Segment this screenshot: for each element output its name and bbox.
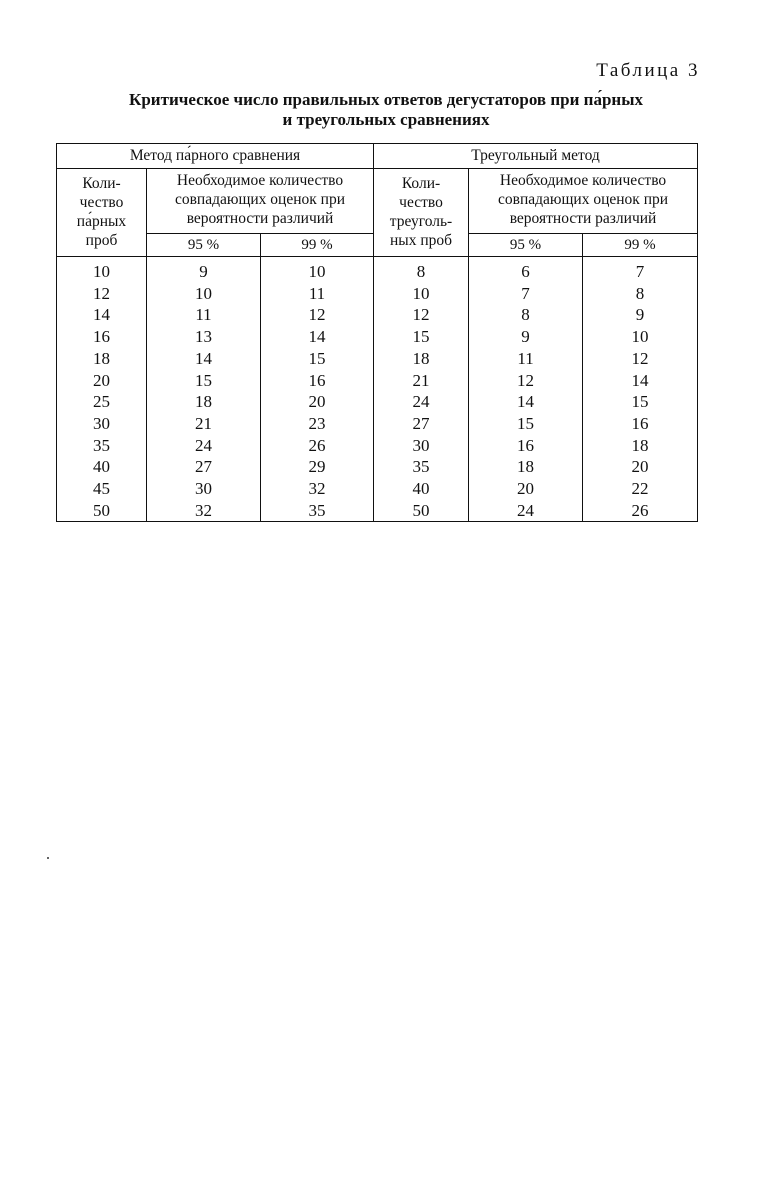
header-required-line: вероятности различий [509, 210, 657, 227]
cell-triangle-95: 11 [469, 348, 583, 370]
cell-triangle-99: 26 [583, 500, 698, 522]
table-row [57, 391, 698, 413]
cell-triangle-99: 14 [583, 370, 698, 392]
cell-triangle-count: 8 [374, 257, 469, 283]
header-triangle-count-line: треуголь- [389, 213, 453, 230]
scan-speck [47, 857, 49, 859]
header-triangle-count [374, 169, 469, 257]
cell-paired-95: 13 [147, 326, 261, 348]
cell-triangle-99: 8 [583, 283, 698, 305]
header-required-line: вероятности различий [186, 210, 334, 227]
table-row [57, 435, 698, 457]
cell-triangle-99: 22 [583, 478, 698, 500]
cell-triangle-95: 9 [469, 326, 583, 348]
header-paired-count-line: Коли- [82, 175, 121, 192]
cell-triangle-99: 18 [583, 435, 698, 457]
table-row [57, 456, 698, 478]
table-row [57, 413, 698, 435]
cell-paired-95: 21 [147, 413, 261, 435]
header-triangle-required [469, 169, 698, 234]
cell-triangle-count: 50 [374, 500, 469, 522]
cell-paired-95: 15 [147, 370, 261, 392]
cell-paired-99: 35 [261, 500, 374, 522]
cell-triangle-95: 20 [469, 478, 583, 500]
cell-paired-count: 40 [57, 456, 147, 478]
cell-triangle-count: 12 [374, 304, 469, 326]
cell-paired-count: 20 [57, 370, 147, 392]
cell-paired-95: 24 [147, 435, 261, 457]
cell-triangle-count: 21 [374, 370, 469, 392]
cell-triangle-95: 12 [469, 370, 583, 392]
table-title-line-2: и треугольных сравнениях [282, 110, 490, 129]
header-paired-95: 95 % [147, 234, 261, 257]
cell-paired-99: 29 [261, 456, 374, 478]
header-paired-count-line: чество [79, 194, 124, 211]
header-required-line: совпадающих оценок при [174, 191, 346, 208]
table-title-line-1: Критическое число правильных ответов дегустаторов при па́рных [129, 90, 643, 109]
cell-triangle-95: 7 [469, 283, 583, 305]
cell-triangle-95: 16 [469, 435, 583, 457]
cell-paired-count: 50 [57, 500, 147, 522]
header-triangle-count-line: ных проб [390, 232, 453, 249]
cell-paired-95: 14 [147, 348, 261, 370]
table-number-label: Таблица 3 [596, 60, 700, 81]
cell-paired-count: 12 [57, 283, 147, 305]
cell-paired-95: 32 [147, 500, 261, 522]
table-title [0, 90, 772, 130]
header-triangle-count-line: Коли- [401, 175, 441, 192]
header-required-line: Необходимое количество [176, 172, 344, 189]
cell-paired-99: 11 [261, 283, 374, 305]
table-row [57, 304, 698, 326]
cell-paired-99: 23 [261, 413, 374, 435]
cell-paired-count: 18 [57, 348, 147, 370]
cell-paired-95: 27 [147, 456, 261, 478]
table-row [57, 478, 698, 500]
cell-triangle-99: 9 [583, 304, 698, 326]
cell-paired-95: 11 [147, 304, 261, 326]
cell-paired-99: 32 [261, 478, 374, 500]
cell-paired-99: 15 [261, 348, 374, 370]
cell-triangle-count: 27 [374, 413, 469, 435]
cell-paired-95: 30 [147, 478, 261, 500]
cell-paired-99: 14 [261, 326, 374, 348]
table-row [57, 283, 698, 305]
cell-paired-count: 35 [57, 435, 147, 457]
cell-paired-count: 14 [57, 304, 147, 326]
cell-triangle-99: 20 [583, 456, 698, 478]
cell-triangle-95: 15 [469, 413, 583, 435]
header-triangle-95: 95 % [469, 234, 583, 257]
cell-paired-95: 10 [147, 283, 261, 305]
header-paired-required [147, 169, 374, 234]
cell-paired-count: 45 [57, 478, 147, 500]
cell-triangle-99: 10 [583, 326, 698, 348]
cell-paired-95: 18 [147, 391, 261, 413]
table-row [57, 370, 698, 392]
cell-triangle-count: 24 [374, 391, 469, 413]
cell-paired-99: 16 [261, 370, 374, 392]
cell-triangle-99: 16 [583, 413, 698, 435]
header-paired-99: 99 % [261, 234, 374, 257]
cell-triangle-count: 15 [374, 326, 469, 348]
cell-triangle-95: 6 [469, 257, 583, 283]
cell-paired-count: 30 [57, 413, 147, 435]
table-row [57, 257, 698, 283]
header-triangle-count-line: чество [399, 194, 443, 211]
cell-triangle-99: 15 [583, 391, 698, 413]
cell-paired-count: 25 [57, 391, 147, 413]
header-paired-method: Метод па́рного сравнения [57, 144, 374, 169]
cell-triangle-count: 40 [374, 478, 469, 500]
cell-triangle-count: 35 [374, 456, 469, 478]
cell-paired-99: 12 [261, 304, 374, 326]
table-row [57, 348, 698, 370]
cell-triangle-95: 24 [469, 500, 583, 522]
header-triangle-99: 99 % [583, 234, 698, 257]
header-paired-count-line: па́рных [76, 213, 127, 230]
cell-triangle-99: 12 [583, 348, 698, 370]
header-paired-count-line: проб [85, 232, 118, 249]
cell-paired-99: 26 [261, 435, 374, 457]
header-triangle-method: Треугольный метод [374, 144, 698, 169]
cell-triangle-95: 18 [469, 456, 583, 478]
cell-paired-count: 16 [57, 326, 147, 348]
cell-paired-95: 9 [147, 257, 261, 283]
cell-triangle-count: 10 [374, 283, 469, 305]
table-row [57, 500, 698, 522]
critical-answers-table [56, 143, 698, 522]
table-row [57, 326, 698, 348]
header-required-line: Необходимое количество [499, 172, 667, 189]
cell-triangle-count: 18 [374, 348, 469, 370]
cell-triangle-95: 14 [469, 391, 583, 413]
cell-paired-99: 10 [261, 257, 374, 283]
cell-triangle-95: 8 [469, 304, 583, 326]
cell-paired-99: 20 [261, 391, 374, 413]
cell-triangle-99: 7 [583, 257, 698, 283]
cell-paired-count: 10 [57, 257, 147, 283]
cell-triangle-count: 30 [374, 435, 469, 457]
header-paired-count [57, 169, 147, 257]
header-required-line: совпадающих оценок при [498, 191, 669, 208]
